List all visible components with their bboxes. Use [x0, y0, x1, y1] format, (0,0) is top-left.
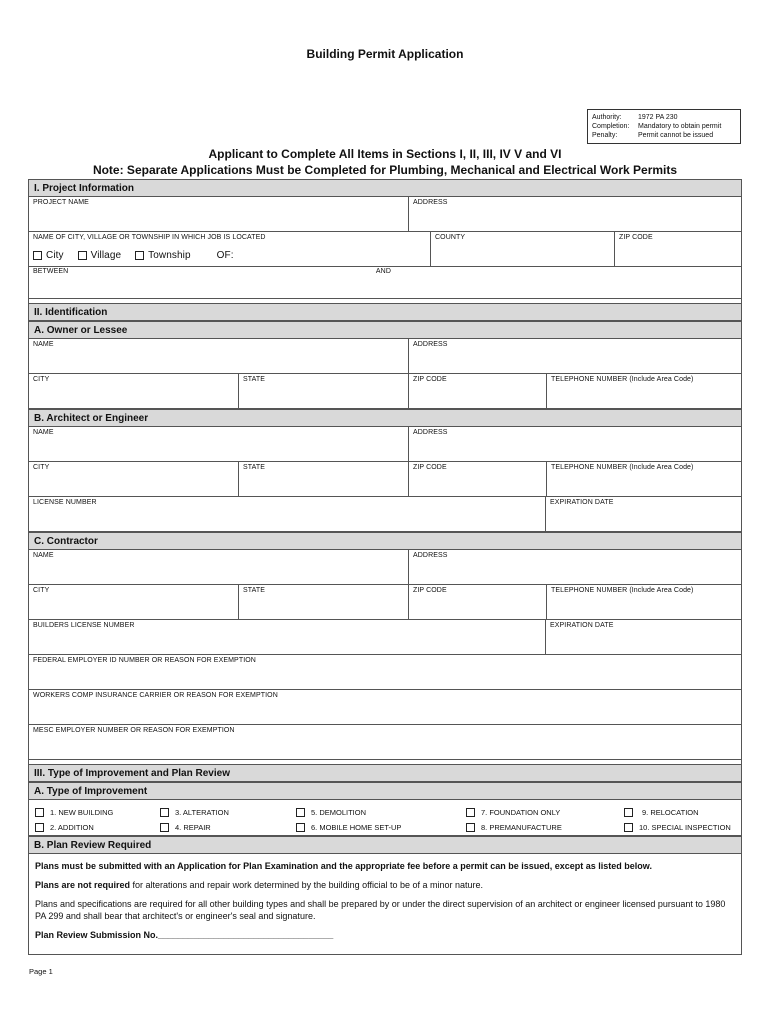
option-special-inspection[interactable]	[624, 823, 731, 832]
completion-key: Completion:	[592, 123, 630, 130]
architect-phone-label: TELEPHONE NUMBER (Include Area Code)	[551, 464, 694, 471]
workers-comp-row	[28, 690, 742, 725]
foundation-only-label: 7. FOUNDATION ONLY	[481, 808, 561, 817]
option-foundation-only[interactable]	[466, 808, 560, 817]
plans-not-required-rest: for alterations and repair work determined by the building official to be of a minor nature.	[130, 880, 484, 890]
relocation-checkbox[interactable]	[624, 808, 633, 817]
contractor-expiration-field[interactable]	[546, 620, 741, 654]
between-row[interactable]	[28, 267, 742, 299]
alteration-label: 3. ALTERATION	[175, 808, 229, 817]
penalty-row	[592, 131, 736, 140]
federal-employer-field[interactable]	[29, 655, 741, 689]
owner-state-label: STATE	[243, 376, 266, 383]
demolition-label: 5. DEMOLITION	[311, 808, 367, 817]
township-option[interactable]	[135, 250, 191, 261]
option-mobile-home[interactable]	[296, 823, 401, 832]
page-number: Page 1	[29, 967, 53, 976]
contractor-subsection: C. Contractor	[28, 532, 742, 550]
project-name-label: PROJECT NAME	[33, 199, 89, 206]
penalty-value: Permit cannot be issued	[638, 132, 714, 139]
option-repair[interactable]	[160, 823, 211, 832]
architect-name-row	[28, 427, 742, 462]
architect-address-label: ADDRESS	[413, 429, 448, 436]
owner-city-field[interactable]	[29, 374, 239, 408]
owner-address-label: ADDRESS	[413, 341, 448, 348]
authority-row	[592, 113, 736, 122]
premanufacture-checkbox[interactable]	[466, 823, 475, 832]
owner-city-label: CITY	[33, 376, 50, 383]
architect-subsection: B. Architect or Engineer	[28, 409, 742, 427]
architect-name-label: NAME	[33, 429, 54, 436]
architect-city-row	[28, 462, 742, 497]
village-label: Village	[90, 250, 122, 261]
section-identification: II. Identification	[28, 303, 742, 321]
architect-city-field[interactable]	[29, 462, 239, 496]
between-field[interactable]	[29, 267, 741, 298]
owner-city-row	[28, 374, 742, 409]
architect-license-row	[28, 497, 742, 532]
option-addition[interactable]	[35, 823, 94, 832]
project-address-label: ADDRESS	[413, 199, 448, 206]
owner-name-row	[28, 339, 742, 374]
owner-name-label: NAME	[33, 341, 54, 348]
alteration-checkbox[interactable]	[160, 808, 169, 817]
architect-city-label: CITY	[33, 464, 50, 471]
architect-license-label: LICENSE NUMBER	[33, 499, 97, 506]
federal-employer-label: FEDERAL EMPLOYER ID NUMBER OR REASON FOR EXEMPTION	[33, 657, 256, 664]
foundation-only-checkbox[interactable]	[466, 808, 475, 817]
of-label: OF:	[216, 250, 234, 261]
contractor-name-field[interactable]	[29, 550, 409, 584]
architect-zip-field[interactable]	[409, 462, 547, 496]
owner-name-field[interactable]	[29, 339, 409, 373]
contractor-state-field[interactable]	[239, 585, 409, 619]
federal-row	[28, 655, 742, 690]
contractor-city-row	[28, 585, 742, 620]
mesc-label: MESC EMPLOYER NUMBER OR REASON FOR EXEMPTION	[33, 727, 235, 734]
contractor-zip-field[interactable]	[409, 585, 547, 619]
township-checkbox[interactable]	[135, 251, 144, 260]
authority-key: Authority:	[592, 114, 622, 121]
architect-zip-label: ZIP CODE	[413, 464, 447, 471]
owner-phone-field[interactable]	[547, 374, 741, 408]
contractor-state-label: STATE	[243, 587, 266, 594]
architect-name-field[interactable]	[29, 427, 409, 461]
permit-form	[28, 179, 742, 955]
and-label: AND	[375, 268, 391, 275]
authority-value: 1972 PA 230	[638, 114, 678, 121]
contractor-phone-field[interactable]	[547, 585, 741, 619]
county-field[interactable]	[431, 232, 615, 266]
repair-checkbox[interactable]	[160, 823, 169, 832]
project-zip-field[interactable]	[615, 232, 741, 266]
mobile-home-label: 6. MOBILE HOME SET-UP	[311, 823, 402, 832]
contractor-expiration-label: EXPIRATION DATE	[550, 622, 614, 629]
builders-license-label: BUILDERS LICENSE NUMBER	[33, 622, 135, 629]
architect-state-label: STATE	[243, 464, 266, 471]
type-of-improvement-subsection: A. Type of Improvement	[28, 782, 742, 800]
special-inspection-label: 10. SPECIAL INSPECTION	[639, 823, 731, 832]
addition-checkbox[interactable]	[35, 823, 44, 832]
village-option[interactable]	[78, 250, 122, 261]
improvement-options	[28, 800, 742, 836]
option-new-building[interactable]	[35, 808, 113, 817]
mesc-row	[28, 725, 742, 760]
special-inspection-checkbox[interactable]	[624, 823, 633, 832]
project-address-field[interactable]	[409, 197, 741, 231]
repair-label: 4. REPAIR	[175, 823, 211, 832]
authority-box	[587, 109, 741, 144]
demolition-checkbox[interactable]	[296, 808, 305, 817]
builders-license-row	[28, 620, 742, 655]
architect-phone-field[interactable]	[547, 462, 741, 496]
locality-options	[33, 250, 426, 261]
plans-specifications-note: Plans and specifications are required for all other building types and shall be prepared by or under the direct supervision of an architect or engineer licensed pursuant to 1980 PA 299 and shall bear that architect's or engineer's seal and signature.	[35, 899, 726, 921]
plan-review-subsection: B. Plan Review Required	[28, 836, 742, 854]
project-name-field[interactable]	[29, 197, 409, 231]
owner-phone-label: TELEPHONE NUMBER (Include Area Code)	[551, 376, 694, 383]
project-row	[28, 197, 742, 232]
owner-zip-field[interactable]	[409, 374, 547, 408]
note-headline: Note: Separate Applications Must be Completed for Plumbing, Mechanical and Electrical Work Permits	[92, 163, 678, 177]
section-improvement-plan-review: III. Type of Improvement and Plan Review	[28, 764, 742, 782]
contractor-phone-label: TELEPHONE NUMBER (Include Area Code)	[551, 587, 694, 594]
owner-state-field[interactable]	[239, 374, 409, 408]
architect-expiration-field[interactable]	[546, 497, 741, 531]
owner-zip-label: ZIP CODE	[413, 376, 447, 383]
plan-review-submission-number[interactable]: Plan Review Submission No.___________________________________	[35, 930, 334, 940]
option-alteration[interactable]	[160, 808, 229, 817]
architect-address-field[interactable]	[409, 427, 741, 461]
architect-expiration-label: EXPIRATION DATE	[550, 499, 614, 506]
completion-value: Mandatory to obtain permit	[638, 123, 722, 130]
city-label: City	[46, 250, 64, 261]
township-label: Township	[148, 250, 191, 261]
plans-not-required-note	[35, 879, 735, 891]
contractor-address-field[interactable]	[409, 550, 741, 584]
premanufacture-label: 8. PREMANUFACTURE	[481, 823, 562, 832]
plan-review-text	[28, 854, 742, 955]
owner-subsection: A. Owner or Lessee	[28, 321, 742, 339]
option-demolition[interactable]	[296, 808, 366, 817]
new-building-checkbox[interactable]	[35, 808, 44, 817]
relocation-label: 9. RELOCATION	[642, 808, 699, 817]
city-checkbox[interactable]	[33, 251, 42, 260]
plans-not-required-bold: Plans are not required	[35, 880, 131, 890]
option-relocation[interactable]	[624, 808, 699, 817]
option-premanufacture[interactable]	[466, 823, 562, 832]
village-checkbox[interactable]	[78, 251, 87, 260]
section-project-information: I. Project Information	[28, 179, 742, 197]
builders-license-field[interactable]	[29, 620, 546, 654]
contractor-city-field[interactable]	[29, 585, 239, 619]
contractor-name-label: NAME	[33, 552, 54, 559]
workers-comp-field[interactable]	[29, 690, 741, 724]
document-title: Building Permit Application	[306, 47, 464, 61]
workers-comp-label: WORKERS COMP INSURANCE CARRIER OR REASON FOR EXEMPTION	[33, 692, 278, 699]
city-option[interactable]	[33, 250, 64, 261]
between-label: BETWEEN	[33, 268, 69, 275]
contractor-name-row	[28, 550, 742, 585]
county-label: COUNTY	[435, 234, 466, 241]
architect-license-field[interactable]	[29, 497, 546, 531]
contractor-city-label: CITY	[33, 587, 50, 594]
architect-state-field[interactable]	[239, 462, 409, 496]
mobile-home-checkbox[interactable]	[296, 823, 305, 832]
new-building-label: 1. NEW BUILDING	[50, 808, 114, 817]
completion-row	[592, 122, 736, 131]
locality-field[interactable]	[29, 232, 431, 266]
instructions-headline: Applicant to Complete All Items in Sections I, II, III, IV V and VI	[208, 147, 562, 161]
project-zip-label: ZIP CODE	[619, 234, 653, 241]
locality-row	[28, 232, 742, 267]
penalty-key: Penalty:	[592, 132, 618, 139]
contractor-zip-label: ZIP CODE	[413, 587, 447, 594]
owner-address-field[interactable]	[409, 339, 741, 373]
addition-label: 2. ADDITION	[50, 823, 94, 832]
mesc-field[interactable]	[29, 725, 741, 759]
plan-submission-requirement: Plans must be submitted with an Application for Plan Examination and the appropriate fee before a permit can be issued, except as listed below.	[35, 861, 652, 871]
locality-label: NAME OF CITY, VILLAGE OR TOWNSHIP IN WHICH JOB IS LOCATED	[33, 234, 266, 241]
contractor-address-label: ADDRESS	[413, 552, 448, 559]
